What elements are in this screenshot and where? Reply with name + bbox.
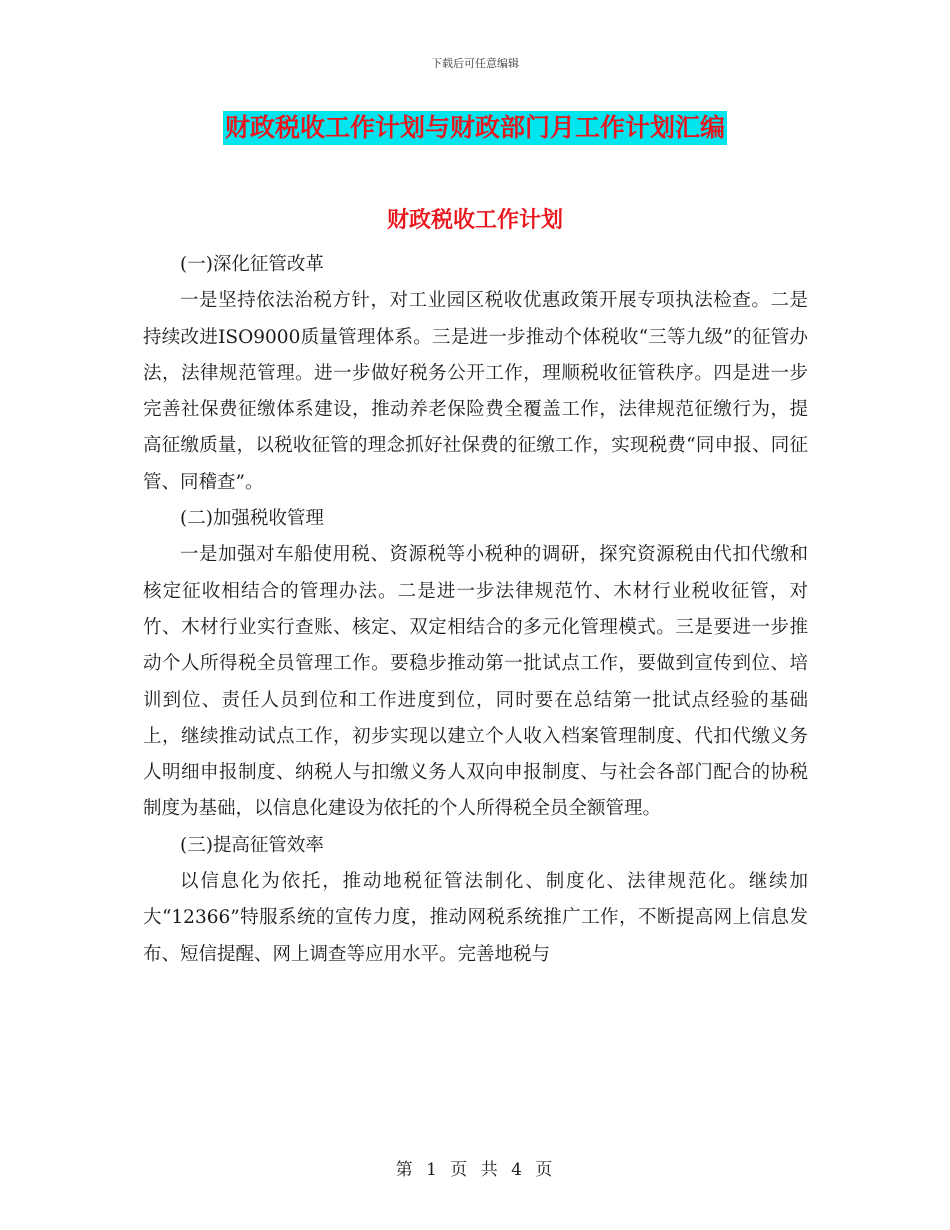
body-paragraph-1: 一是坚持依法治税方针，对工业园区税收优惠政策开展专项执法检查。二是持续改进ISO9000质量管理体系。三是进一步推动个体税收“三等九级”的征管办法，法律规范管理。进一步做好税务公开工作，理顺税收征管秩序。四是进一步完善社保费征缴体系建设，推动养老保险费全覆盖工作，法律规范征缴行为，提高征缴质量，以税收征管的理念抓好社保费的征缴工作，实现税费“同申报、同征管、同稽查”。 <box>143 290 808 493</box>
page-footer: 第 1 页 共 4 页 <box>395 1160 555 1180</box>
document-title-container <box>0 111 950 145</box>
page-header-note: 下载后可任意编辑 <box>431 57 519 70</box>
body-paragraph-2: 一是加强对车船使用税、资源税等小税种的调研，探究资源税由代扣代缴和核定征收相结合的管理办法。二是进一步法律规范竹、木材行业税收征管，对竹、木材行业实行查账、核定、双定相结合的多元化管理模式。三是要进一步推动个人所得税全员管理工作。要稳步推动第一批试点工作，要做到宣传到位、培训到位、责任人员到位和工作进度到位，同时要在总结第一批试点经验的基础上，继续推动试点工作，初步实现以建立个人收入档案管理制度、代扣代缴义务人明细申报制度、纳税人与扣缴义务人双向申报制度、与社会各部门配合的协税制度为基础，以信息化建设为依托的个人所得税全员全额管理。 <box>143 544 808 820</box>
subsection-heading-2: (二)加强税收管理 <box>180 508 324 530</box>
section-title: 财政税收工作计划 <box>386 208 563 233</box>
document-body <box>143 247 808 973</box>
subsection-heading-3: (三)提高征管效率 <box>180 834 324 856</box>
subsection-heading-1: (一)深化征管改革 <box>180 254 324 275</box>
document-title: 财政税收工作计划与财政部门月工作计划汇编 <box>223 111 727 145</box>
body-paragraph-3: 以信息化为依托，推动地税征管法制化、制度化、法律规范化。继续加大“12366”特服系统的宣传力度，推动网税系统推广工作，不断提高网上信息发布、短信提醒、网上调查等应用水平。完善地税与 <box>143 871 808 965</box>
